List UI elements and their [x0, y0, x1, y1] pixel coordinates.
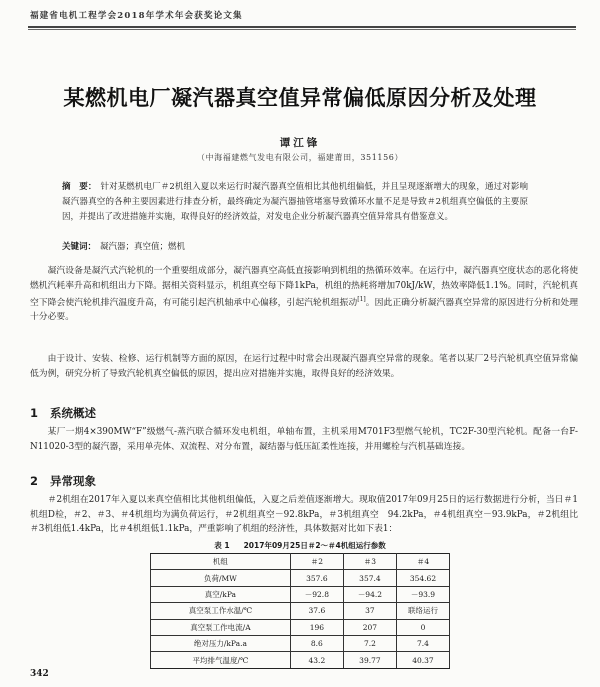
table-cell: 7.4 — [396, 635, 449, 651]
table-cell: 354.62 — [396, 570, 449, 586]
abstract-label: 摘 要： — [62, 182, 97, 192]
operating-parameters-table — [150, 553, 450, 669]
table-cell: －94.2 — [343, 586, 396, 602]
table-header-cell: 机组 — [151, 554, 291, 570]
section-1-number: 1 — [30, 406, 39, 420]
header-rule-thin — [28, 29, 576, 30]
keywords — [62, 240, 528, 254]
table-cell: 8.6 — [290, 635, 343, 651]
keywords-text: 凝汽器；真空值；燃机 — [100, 242, 186, 252]
table-caption — [0, 540, 600, 551]
table-cell: 357.4 — [343, 570, 396, 586]
section-2-heading — [30, 473, 96, 489]
table-header-cell: ＃2 — [290, 554, 343, 570]
table-row — [151, 635, 450, 651]
affiliation: （中海福建燃气发电有限公司，福建莆田，351156） — [196, 153, 404, 162]
section-1-heading — [30, 405, 96, 421]
table-header-row — [151, 554, 450, 570]
intro-p1-text-a: 凝汽设备是凝汽式汽轮机的一个重要组成部分，凝汽器真空高低直接影响到机组的热循环效率。在运行中，凝汽器真空度状态的恶化将使燃机汽耗率升高和机组出力下降。据相关资料显示，机组真空每下降1kPa，机组的热耗将增加70kJ/kW，热效率降低1.1%。同时，汽轮机真空下降会使汽轮机排汽温度升高，有可能引起汽机轴承中心偏移，引起汽轮机组振动 — [30, 266, 578, 308]
table-cell: 39.77 — [343, 652, 396, 668]
table-row — [151, 603, 450, 619]
table-cell: 37.6 — [290, 603, 343, 619]
intro-paragraph-2: 由于设计、安装、检修、运行机制等方面的原因，在运行过程中时常会出现凝汽器真空异常的现象。笔者以某厂2号汽轮机真空值异常偏低为例，研究分析了导致汽轮机真空偏低的原因，提出应对措施并实施，取得良好的经济效果。 — [30, 354, 578, 379]
table-caption-text: 2017年09月25日＃2～＃4机组运行参数 — [243, 541, 386, 550]
table-label: 表 1 — [214, 541, 230, 550]
table-row — [151, 570, 450, 586]
table-cell: 绝对压力/kPa.a — [151, 635, 291, 651]
table-cell: 207 — [343, 619, 396, 635]
section-1-title: 系统概述 — [50, 406, 96, 420]
table-cell: 37 — [343, 603, 396, 619]
intro-paragraph-1 — [30, 264, 578, 325]
table-cell: －92.8 — [290, 586, 343, 602]
table-cell: 0 — [396, 619, 449, 635]
intro-p1-text-b: 。因此正确分析凝汽器真空异常的原因进行分析和处理十分必要。 — [30, 297, 578, 323]
keywords-label: 关键词： — [62, 242, 97, 252]
table-row — [151, 586, 450, 602]
abstract-text: 针对某燃机电厂＃2机组入夏以来运行时凝汽器真空值相比其他机组偏低，并且呈现逐渐增大的现象，通过对影响凝汽器真空的各种主要因素进行排查分析，最终确定为凝汽器抽管堵塞导致循环水量不足是导致＃2机组真空偏低的主要原因，并提出了改进措施并实施，取得良好的经济效益，对发电企业分析凝汽器真空值异常具有借鉴意义。 — [62, 182, 528, 222]
section-2-number: 2 — [30, 474, 39, 488]
abstract — [62, 180, 528, 225]
table-cell: 真空/kPa — [151, 586, 291, 602]
author: 谭江锋 — [279, 137, 321, 149]
page-number: 342 — [30, 669, 49, 679]
table-row — [151, 652, 450, 668]
section-1-paragraph: 某厂一期4×390MW“F”级燃气-蒸汽联合循环发电机组，单轴布置，主机采用M701F3型燃气轮机，TC2F-30型汽轮机。配备一台F-N11020-3型的凝汽器，采用单壳体、双流程、对分布置，凝结器与低压缸柔性连接，并用螺栓与汽机基础连接。 — [30, 427, 578, 452]
header-rule — [28, 26, 576, 28]
running-header: 福建省电机工程学会2018年学术年会获奖论文集 — [30, 11, 243, 21]
table-cell: 联络运行 — [396, 603, 449, 619]
table-cell: 7.2 — [343, 635, 396, 651]
table-header-cell: ＃4 — [396, 554, 449, 570]
table-cell: 平均排气温度/℃ — [151, 652, 291, 668]
table-row — [151, 619, 450, 635]
table-cell: －93.9 — [396, 586, 449, 602]
reference-mark[interactable]: [1] — [357, 296, 366, 303]
table-cell: 真空泵工作水温/℃ — [151, 603, 291, 619]
table-cell: 真空泵工作电流/A — [151, 619, 291, 635]
table-cell: 负荷/MW — [151, 570, 291, 586]
section-2-paragraph: ＃2机组在2017年入夏以来真空值相比其他机组偏低，入夏之后差值逐渐增大。现取值2017年09月25日的运行数据进行分析，当日＃1机组D检，＃2、＃3、＃4机组均为满负荷运行，＃2机组真空－92.8kPa，＃3机组真空 94.2kPa，＃4机组真空－93.9kPa，＃2机组比＃3机组低1.4kPa，比＃4机组低1.1kPa，严重影响了机组的经济性，具体数据对比如下表1： — [30, 495, 578, 534]
table-cell: 40.37 — [396, 652, 449, 668]
section-2-title: 异常现象 — [50, 474, 96, 488]
table-cell: 357.6 — [290, 570, 343, 586]
paper-title: 某燃机电厂凝汽器真空值异常偏低原因分析及处理 — [63, 86, 537, 110]
table-cell: 43.2 — [290, 652, 343, 668]
table-header-cell: ＃3 — [343, 554, 396, 570]
table-cell: 196 — [290, 619, 343, 635]
